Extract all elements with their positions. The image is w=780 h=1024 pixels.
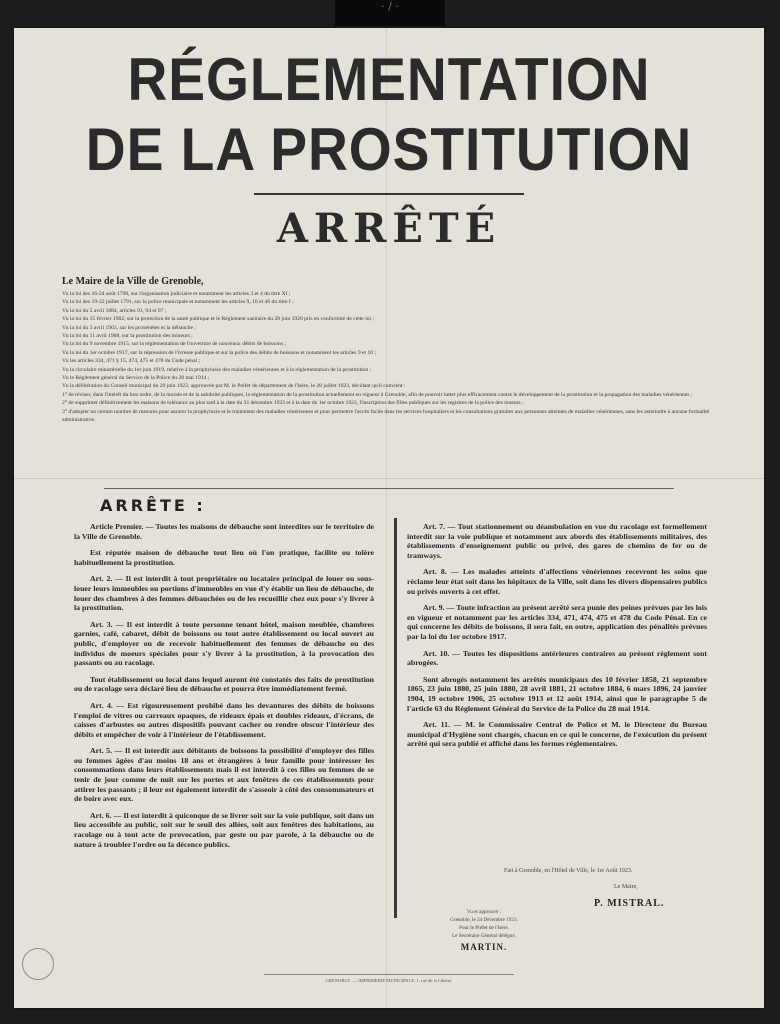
approval-name: MARTIN. [460, 942, 508, 952]
preamble-line: Vu la loi du 1er octobre 1917, sur la répression de l'ivresse publique et sur la police des débits de boissons et notamment les articles 9 et 10 ; [62, 349, 377, 356]
article-paragraph: Art. 4. — Est rigoureusement prohibé dans les devantures des débits de boissons l'emploi de vitres ou carreaux opaques, de rideaux épais et doubles rideaux, d'écrans, de caisses d'arbustes ou autres dispositifs pouvant cacher ou rendre obscur l'intérieur des débits et empêcher de voir à l'intérieur de l'établissement. [74, 700, 374, 739]
preamble-line: Vu la circulaire ministérielle du 1er juin 1919, relative à la prophylaxie des maladies vénériennes et à la réglementation de la prostitution ; [62, 366, 372, 373]
printer-footer: GRENOBLE. — IMPRIMERIE MUNICIPALE, 1, rue de la Liberté. [325, 978, 453, 983]
poster [14, 28, 764, 1008]
approval-line: Pour le Préfet de l'Isère, [459, 925, 509, 931]
articles-right-column [407, 522, 707, 756]
preamble-line: Vu la loi du 15 février 1902, sur la protection de la santé publique et le Règlement sanitaire du 28 juin 1920 pris en conformité de cette loi ; [62, 316, 375, 323]
preamble-line: 1° de réviser, dans l'intérêt du bon ordre, de la morale et de la salubrité publiques, la réglementation de la prostitution actuellement en vigueur à Grenoble, afin de pouvoir lutter plus efficacement contre le développement de la prostitution et la propagation des maladies vénériennes ; [62, 391, 693, 398]
preamble [62, 276, 730, 425]
preamble-heading: Le Maire de la Ville de Grenoble, [62, 276, 204, 287]
preamble-line: Vu le Règlement général du Service de la Police du 28 mai 1914 ; [62, 375, 210, 382]
title-line-1: RÉGLEMENTATION [127, 46, 651, 113]
article-paragraph: Art. 10. — Toutes les dispositions antérieures contraires au présent règlement sont abrogées. [407, 648, 707, 668]
article-paragraph: Art. 6. — Il est interdit à quiconque de se livrer soit sur la voie publique, soit dans un lieu accessible au public, soit sur le seuil des allées, soit aux fenêtres des habitations, au racolage ou à tout acte de provocation, par geste ou par parole, à la débauche ou de nature à troubler l'ordre ou la décence publics. [74, 810, 374, 849]
column-divider [394, 518, 397, 918]
signature-name: P. MISTRAL. [594, 898, 665, 909]
preamble-line: 2° de supprimer définitivement les maisons de tolérance au plus tard à la date du 31 décembre 1923 et à la date du 1er octobre 1923, l'inscription des filles publiques sur les registres de la police des moeurs ; [62, 400, 524, 407]
approval-line: Grenoble, le 24 Décembre 1923. [450, 917, 518, 923]
article-paragraph: Art. 5. — Il est interdit aux débitants de boissons la possibilité d'employer des filles ou femmes âgées d'au moins 18 ans et étrangères à leur famille pour intéresser les consommations dans leurs établissements mais il est interdit à ces filles ou femmes de se tenir de jour comme de nuit sur les portes et aux fenêtres de ces établissements pour attirer les passants ; il leur est également interdit de s'asseoir à côté des consommateurs et de boire avec eux. [74, 746, 374, 804]
article-paragraph: Art. 3. — Il est interdit à toute personne tenant hôtel, maison meublée, chambres garnies, café, cabaret, débit de boissons ou tout autre établissement ou local ouvert au public, d'employer ou de recevoir habituellement des femmes de débauche ou des individus de moeurs spéciales pour s'y livrer à la prostitution, à la provocation des passants ou au racolage. [74, 619, 374, 668]
signature-date: Fait à Grenoble, en l'Hôtel de Ville, le 1er Août 1923. [504, 868, 633, 874]
signature-role: Le Maire, [614, 884, 638, 890]
approval-block [414, 908, 554, 952]
article-paragraph: Est réputée maison de débauche tout lieu où l'on pratique, facilite ou tolère habituellement la prostitution. [74, 548, 374, 567]
article-paragraph: Art. 2. — Il est interdit à tout propriétaire ou locataire principal de louer ou sous-louer leurs immeubles ou portions d'immeubles en vue d'y établir un lieu de débauche, de louer des chambres à des femmes débauchées ou de les recueillir chez eux pour s'y livrer à la prostitution. [74, 574, 374, 613]
articles-left-column [74, 522, 374, 856]
preamble-line: Vu la loi du 5 avril 1884, articles 91, 94 et 97 ; [62, 307, 167, 314]
preamble-line: Vu la loi des 19-22 juillet 1791, sur la police municipale et notamment les articles 9, 10 et 46 du titre I ; [62, 299, 294, 306]
approval-line: Vu et approuvé : [466, 909, 502, 915]
preamble-line: Vu la loi du 11 avril 1908, sur la prostitution des mineurs ; [62, 333, 193, 340]
article-paragraph: Art. 11. — M. le Commissaire Central de Police et M. le Directeur du Bureau municipal d'Hygiène sont chargés, chacun en ce qui le concerne, de l'exécution du présent arrêté qui sera publié et affiché dans les formes réglementaires. [407, 720, 707, 749]
preamble-line: Vu la loi du 9 novembre 1915, sur la réglementation de l'ouverture de nouveaux débits de boissons ; [62, 341, 286, 348]
preamble-rule [104, 488, 674, 489]
preamble-line: Vu la loi du 3 avril 1903, sur les proxénètes et la débauche ; [62, 324, 196, 331]
footer-rule [264, 974, 514, 975]
approval-line: Le Secrétaire Général délégué, [452, 933, 516, 939]
article-paragraph: Tout établissement ou local dans lequel auront été constatés des faits de prostitution ou de racolage sera déclaré lieu de débauche et pourra être immédiatement fermé. [74, 674, 374, 694]
title-rule [254, 193, 524, 195]
library-stamp [22, 948, 54, 980]
article-paragraph: Art. 9. — Toute infraction au présent arrêté sera punie des peines prévues par les lois en vigueur et notamment par les articles 334, 471, 474, 475 et 478 du Code Pénal. En ce qui concerne les débits de boissons, il sera fait, en outre, application des pénalités prévues par la loi du 1er octobre 1917. [407, 603, 707, 641]
preamble-line: Vu les articles 334, 471 § 15, 474, 475 et 478 du Code pénal ; [62, 358, 201, 365]
title-line-2: DE LA PROSTITUTION [85, 116, 693, 183]
article-paragraph: Sont abrogés notamment les arrêtés municipaux des 10 février 1858, 21 septembre 1865, 23 juin 1880, 25 juin 1880, 28 avril 1881, 21 octobre 1884, 6 mars 1896, 24 janvier 1904, 19 octobre 1906, 25 octobre 1913 et 12 août 1914, ainsi que le paragraphe 5 de l'article 63 du Règlement Général du Service de la Police du 28 mai 1914. [407, 674, 707, 713]
arrete-title: ARRÊTÉ [276, 205, 502, 252]
article-paragraph: Article Premier. — Toutes les maisons de débauche sont interdites sur le territoire de la Ville de Grenoble. [74, 522, 374, 541]
arrete-subheading: ARRÊTE : [100, 496, 206, 515]
article-paragraph: Art. 7. — Tout stationnement ou déambulation en vue du racolage est formellement interdit sur la voie publique et notamment aux abords des établissements militaires, des établissements d'enseignement public ou privé, des gares de chemins de fer ou de tramways. [407, 522, 707, 560]
fold-line-horizontal [14, 478, 764, 479]
preamble-line: Vu la loi des 16-24 août 1790, sur l'organisation judiciaire et notamment les articles 3 et 4 du titre XI ; [62, 291, 291, 297]
article-paragraph: Art. 8. — Les malades atteints d'affections vénériennes recevront les soins que réclame leur état soit dans les hôpitaux de la Ville, soit dans les divers dispensaires publics ou privés ouverts à cet effet. [407, 567, 707, 596]
preamble-line: 3° d'adopter un certain nombre de mesures pour assurer la prophylaxie et le traitement des maladies vénériennes et pour permettre l'accès facile dans les services hospitaliers et les consultations gratuites aux personnes atteintes de maladies vénériennes, sans les astreindre à aucune formalité administrative. [62, 408, 710, 424]
browser-top-bar: · / · [335, 0, 445, 26]
preamble-line: Vu la délibération du Conseil municipal du 29 juin 1923, approuvée par M. le Préfet du département de l'Isère, le 28 juillet 1923, décidant qu'il convient : [62, 383, 406, 390]
